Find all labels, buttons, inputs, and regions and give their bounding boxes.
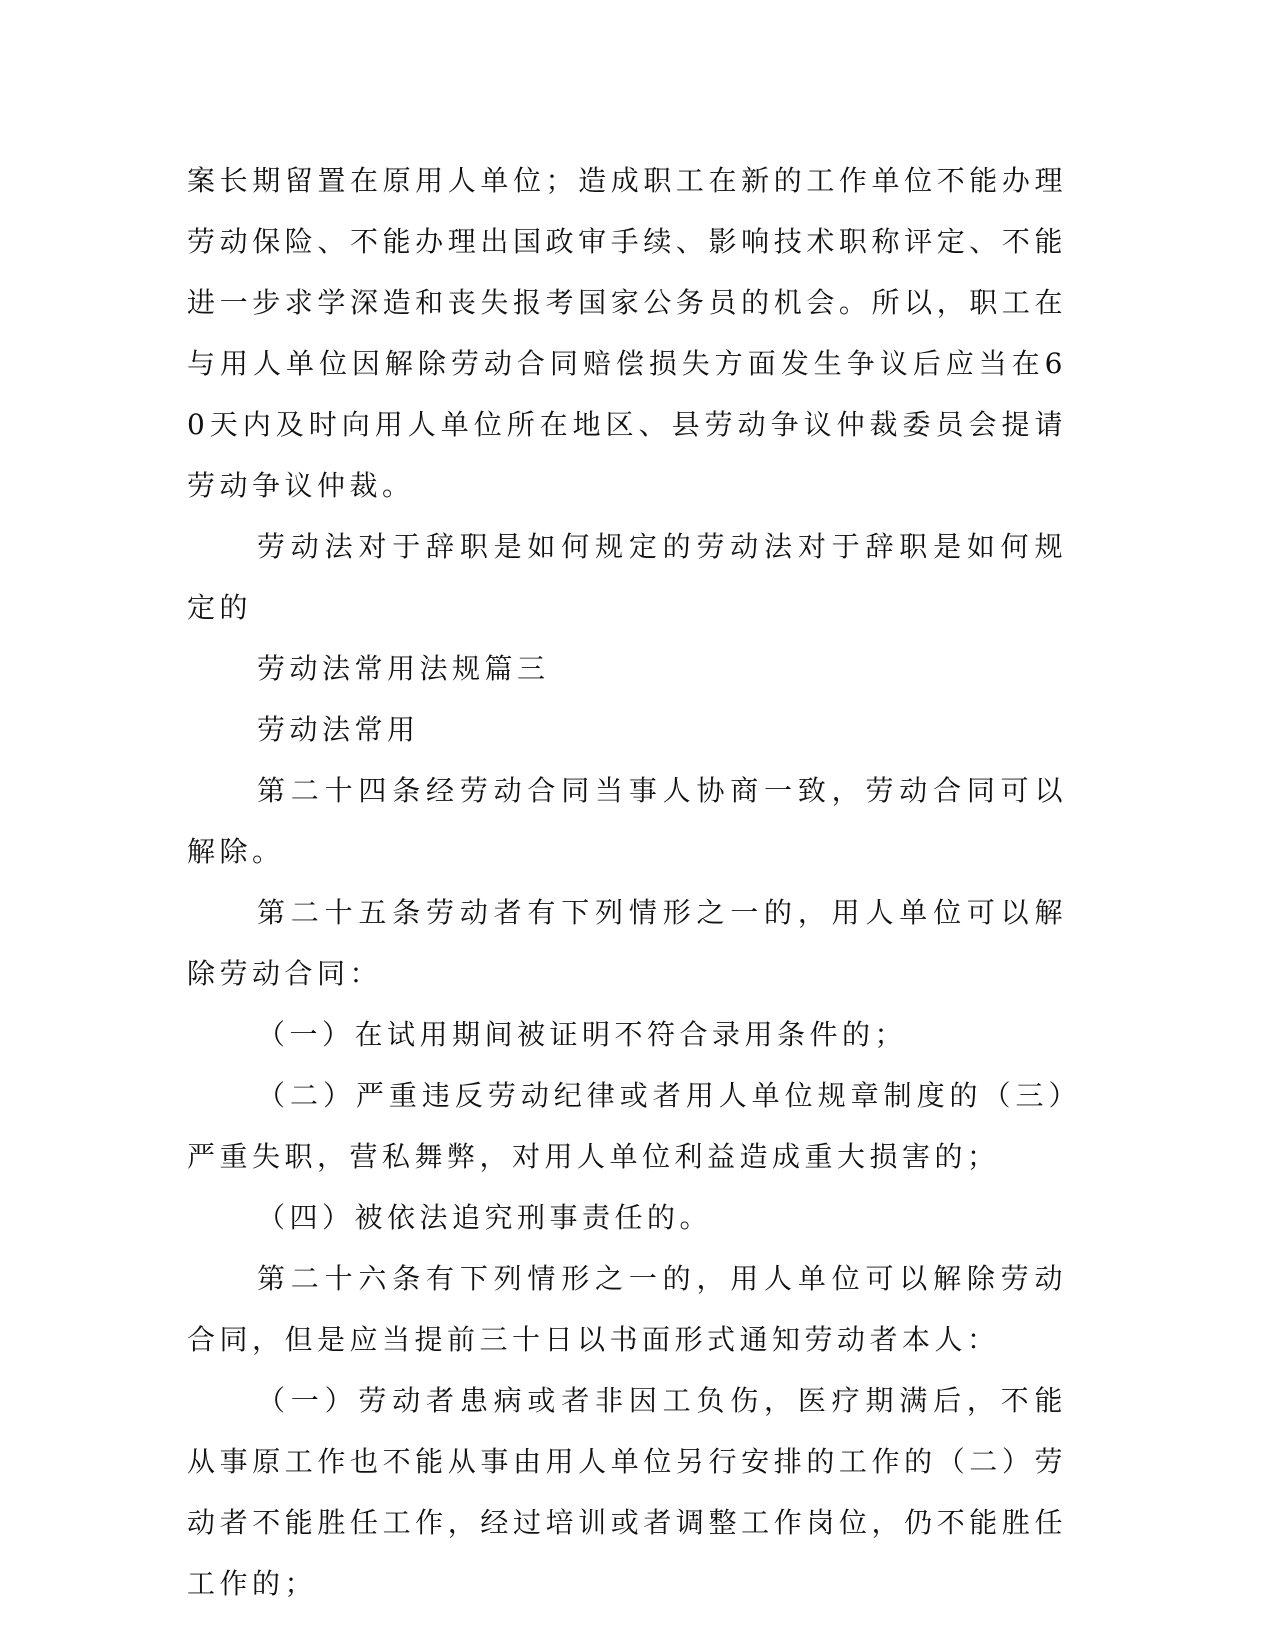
- paragraph-article-25-item-4: （四）被依法追究刑事责任的。: [257, 1201, 713, 1234]
- paragraph-article-25: 第二十五条劳动者有下列情形之一的，用人单位可以解除劳动合同：: [187, 896, 1067, 990]
- paragraph-resignation-heading: 劳动法对于辞职是如何规定的劳动法对于辞职是如何规定的: [187, 530, 1067, 624]
- paragraph-article-26-items: （一）劳动者患病或者非因工负伤，医疗期满后，不能从事原工作也不能从事由用人单位另行安排的工作的（二）劳动者不能胜任工作，经过培训或者调整工作岗位，仍不能胜任工作的；: [187, 1384, 1067, 1600]
- paragraph-continuation: 案长期留置在原用人单位；造成职工在新的工作单位不能办理劳动保险、不能办理出国政审手续、影响技术职称评定、不能进一步求学深造和丧失报考国家公务员的机会。所以，职工在与用人单位因解除劳动合同赔偿损失方面发生争议后应当在60天内及时向用人单位所在地区、县劳动争议仲裁委员会提请劳动争议仲裁。: [187, 164, 1067, 502]
- paragraph-section-title: 劳动法常用法规篇三: [257, 652, 550, 685]
- document-body: [187, 150, 1067, 1614]
- paragraph-article-25-item-1: （一）在试用期间被证明不符合录用条件的；: [257, 1018, 908, 1051]
- paragraph-article-25-items-2-3: （二）严重违反劳动纪律或者用人单位规章制度的（三）严重失职，营私舞弊，对用人单位利益造成重大损害的；: [187, 1079, 1067, 1173]
- paragraph-subtitle: 劳动法常用: [257, 713, 420, 746]
- paragraph-article-24: 第二十四条经劳动合同当事人协商一致，劳动合同可以解除。: [187, 774, 1067, 868]
- paragraph-article-26: 第二十六条有下列情形之一的，用人单位可以解除劳动合同，但是应当提前三十日以书面形式通知劳动者本人：: [187, 1262, 1067, 1356]
